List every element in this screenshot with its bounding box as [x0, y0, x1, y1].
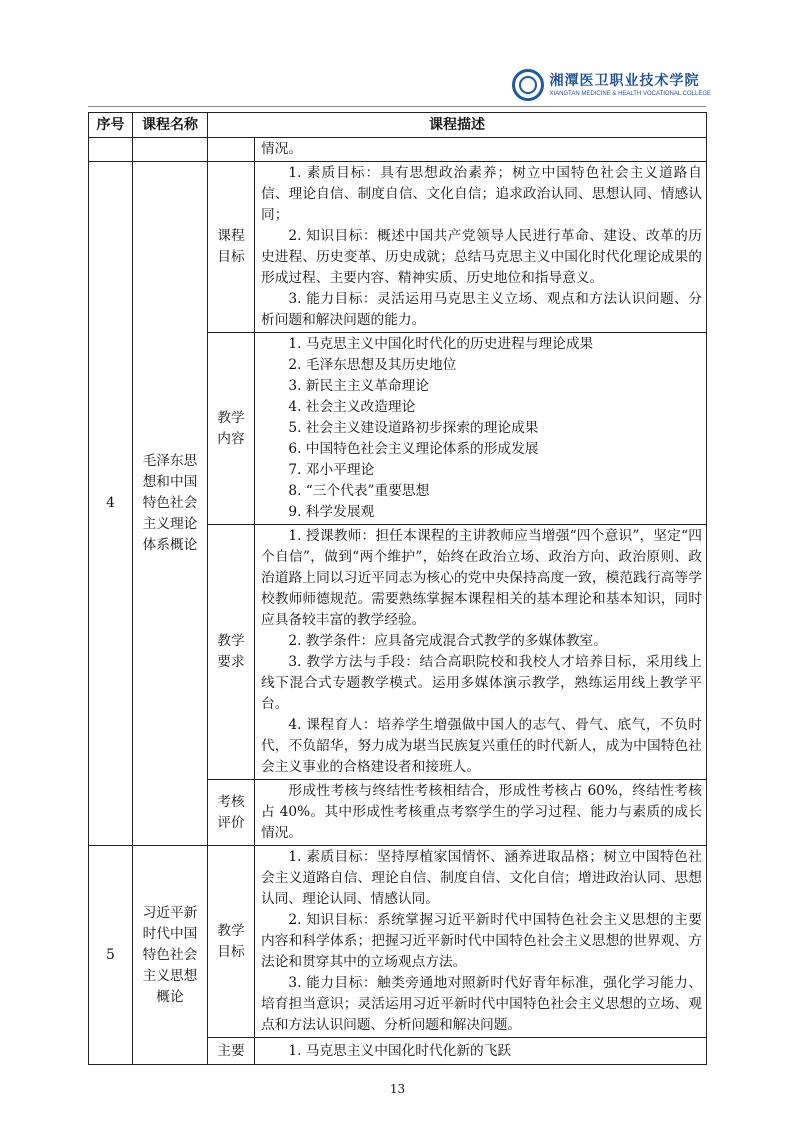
- description-paragraph: 4. 课程育人：培养学生增强做中国人的志气、骨气、底气，不负时代，不负韶华，努力成为堪当民族复兴重任的时代新人，成为中国特色社会主义事业的合格建设者和接班人。: [261, 717, 702, 775]
- logo-text-en: XIANGTAN MEDICINE & HEALTH VOCATIONAL COLLEGE: [549, 90, 711, 97]
- column-header-index: 序号: [89, 113, 133, 138]
- section-description: [255, 162, 707, 333]
- description-paragraph: 1. 马克思主义中国化时代化新的飞跃: [288, 1042, 512, 1059]
- description-paragraph: 1. 素质目标：坚持厚植家国情怀、涵养进取品格；树立中国特色社会主义道路自信、理论自信、制度自信、文化自信；增进政治认同、思想认同、理论认同、情感认同。: [261, 849, 702, 907]
- course-section-row: [89, 846, 707, 1038]
- description-paragraph: 1. 素质目标：具有思想政治素养；树立中国特色社会主义道路自信、理论自信、制度自信、文化自信；追求政治认同、思想认同、情感认同；: [261, 165, 702, 223]
- section-label: 主要: [208, 1038, 255, 1065]
- column-header-description: 课程描述: [208, 113, 707, 138]
- page-content: [88, 112, 707, 1097]
- description-paragraph: 3. 能力目标：触类旁通地对照新时代好青年标准，强化学习能力、培育担当意识；灵活运用习近平新时代中国特色社会主义思想的立场、观点和方法认识问题、分析问题和解决问题。: [261, 975, 702, 1033]
- continuation-text: 情况。: [261, 141, 303, 157]
- description-paragraph: 3. 能力目标：灵活运用马克思主义立场、观点和方法认识问题、分析问题和解决问题的能力。: [261, 291, 702, 328]
- course-name: 习近平新时代中国特色社会主义思想概论: [133, 846, 208, 1065]
- section-label: 课程目标: [208, 162, 255, 333]
- column-header-name: 课程名称: [133, 113, 208, 138]
- description-paragraph: 3. 新民主主义革命理论: [288, 378, 429, 394]
- description-paragraph: 2. 教学条件：应具备完成混合式教学的多媒体教室。: [288, 633, 607, 649]
- college-logo: [512, 67, 711, 103]
- course-index: 5: [89, 846, 133, 1065]
- description-paragraph: 5. 社会主义建设道路初步探索的理论成果: [288, 420, 539, 436]
- description-paragraph: 9. 科学发展观: [288, 504, 375, 520]
- course-table: [88, 112, 707, 1065]
- page-number: 13: [389, 1082, 406, 1096]
- section-label: 教学目标: [208, 846, 255, 1038]
- description-paragraph: 8. “三个代表”重要思想: [288, 483, 430, 499]
- description-paragraph: 2. 知识目标：系统掌握习近平新时代中国特色社会主义思想的主要内容和科学体系；把握习近平新时代中国特色社会主义思想的世界观、方法论和贯穿其中的立场观点方法。: [261, 912, 702, 970]
- continuation-row: [89, 138, 707, 162]
- section-description: [255, 780, 707, 846]
- section-description: [255, 333, 707, 525]
- course-index: 4: [89, 162, 133, 846]
- description-paragraph: 1. 马克思主义中国化时代化的历史进程与理论成果: [288, 336, 594, 352]
- section-description: [255, 525, 707, 780]
- section-description: [255, 846, 707, 1038]
- description-paragraph: 6. 中国特色社会主义理论体系的形成发展: [288, 441, 539, 457]
- course-name: 毛泽东思想和中国特色社会主义理论体系概论: [133, 162, 208, 846]
- section-label: 教学要求: [208, 525, 255, 780]
- course-section-row: [89, 162, 707, 333]
- section-label: 教学内容: [208, 333, 255, 525]
- description-paragraph: 1. 授课教师：担任本课程的主讲教师应当增强“四个意识”，坚定“四个自信”，做到“两个维护”，始终在政治立场、政治方向、政治原则、政治道路上同以习近平同志为核心的党中央保持高度一致，模范践行高等学校教师师德规范。需要熟练掌握本课程相关的基本理论和基本知识，同时应具备较丰富的教学经验。: [261, 528, 702, 628]
- table-header-row: [89, 113, 707, 138]
- header-rule: [88, 106, 706, 107]
- description-paragraph: 2. 知识目标：概述中国共产党领导人民进行革命、建设、改革的历史进程、历史变革、历史成就；总结马克思主义中国化时代化理论成果的形成过程、主要内容、精神实质、历史地位和指导意义。: [261, 228, 702, 286]
- description-paragraph: 4. 社会主义改造理论: [288, 399, 416, 415]
- description-paragraph: 3. 教学方法与手段：结合高职院校和我校人才培养目标，采用线上线下混合式专题教学模式。运用多媒体演示教学，熟练运用线上教学平台。: [261, 654, 702, 712]
- logo-text-cn: 湘潭医卫职业技术学院: [549, 72, 700, 89]
- section-label: 考核评价: [208, 780, 255, 846]
- college-emblem-icon: [512, 69, 544, 101]
- description-paragraph: 7. 邓小平理论: [288, 462, 375, 478]
- description-paragraph: 2. 毛泽东思想及其历史地位: [288, 357, 457, 373]
- description-paragraph: 形成性考核与终结性考核相结合，形成性考核占 60%，终结性考核占 40%。其中形成性考核重点考察学生的学习过程、能力与素质的成长情况。: [261, 783, 702, 841]
- section-description: [255, 1038, 707, 1065]
